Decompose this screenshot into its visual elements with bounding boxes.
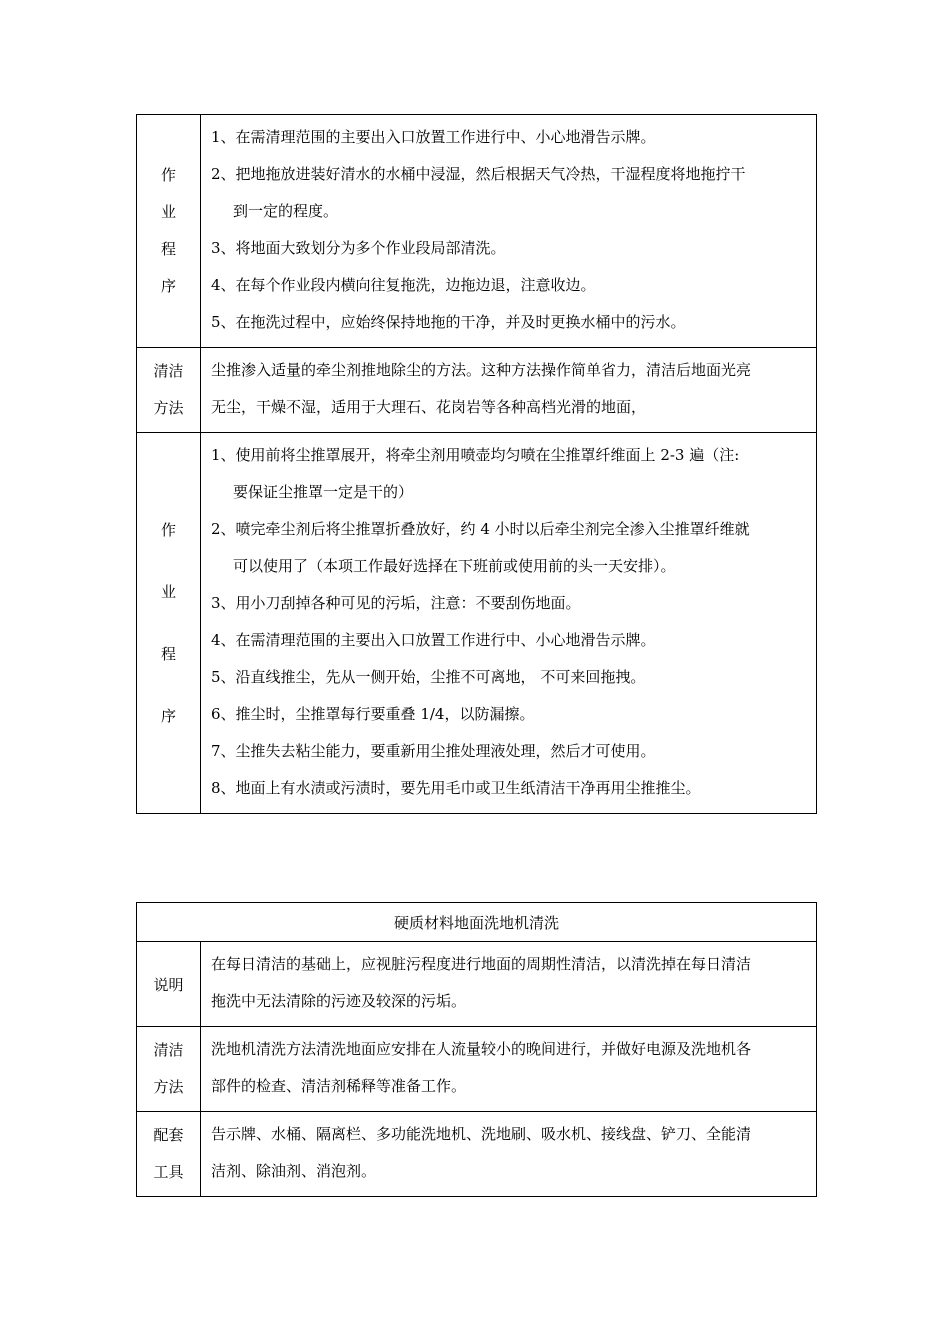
content-line: 洁剂、除油剂、消泡剂。 — [211, 1162, 377, 1180]
procedure-table-1 — [136, 114, 817, 814]
content-line: 告示牌、水桶、隔离栏、多功能洗地机、洗地刷、吸水机、接线盘、铲刀、全能清 — [211, 1125, 752, 1143]
table-row — [137, 115, 817, 348]
row-label-cleaning-method — [137, 1027, 201, 1112]
label-char: 序 — [160, 277, 176, 295]
table-row — [137, 1027, 817, 1112]
label-char: 序 — [160, 707, 176, 725]
floor-scrubber-table — [136, 902, 817, 1197]
content-line: 1、使用前将尘推罩展开，将牵尘剂用喷壶均匀喷在尘推罩纤维面上 2-3 遍（注: — [211, 446, 740, 464]
label-char: 清洁 — [153, 1041, 184, 1059]
label-char: 清洁 — [153, 362, 184, 380]
label-char: 业 — [160, 203, 176, 221]
row-label-procedure — [137, 115, 201, 348]
table-row — [137, 433, 817, 814]
table-title: 硬质材料地面洗地机清洗 — [137, 903, 817, 942]
content-line: 洗地机清洗方法清洗地面应安排在人流量较小的晚间进行，并做好电源及洗地机各 — [211, 1040, 752, 1058]
content-line: 在每日清洁的基础上，应视脏污程度进行地面的周期性清洁，以清洗掉在每日清洁 — [211, 955, 752, 973]
label-char: 方法 — [153, 399, 184, 417]
label-char: 方法 — [153, 1078, 184, 1096]
label-char: 配套 — [153, 1126, 184, 1144]
content-line: 5、在拖洗过程中，应始终保持地拖的干净，并及时更换水桶中的污水。 — [211, 313, 686, 331]
content-line: 可以使用了（本项工作最好选择在下班前或使用前的头一天安排）。 — [233, 557, 676, 575]
row-content — [201, 115, 817, 348]
content-line: 2、把地拖放进装好清水的水桶中浸湿，然后根据天气冷热，干湿程度将地拖拧干 — [211, 165, 746, 183]
content-line: 2、喷完牵尘剂后将尘推罩折叠放好，约 4 小时以后牵尘剂完全渗入尘推罩纤维就 — [211, 520, 750, 538]
content-line: 4、在每个作业段内横向往复拖洗，边拖边退，注意收边。 — [211, 276, 596, 294]
row-content — [201, 433, 817, 814]
table-row — [137, 348, 817, 433]
row-content — [201, 1112, 817, 1197]
content-line: 尘推渗入适量的牵尘剂推地除尘的方法。这种方法操作简单省力，清洁后地面光亮 — [211, 361, 752, 379]
row-content — [201, 1027, 817, 1112]
content-line: 8、地面上有水渍或污渍时，要先用毛巾或卫生纸清洁干净再用尘推推尘。 — [211, 779, 701, 797]
row-label-tools — [137, 1112, 201, 1197]
row-content — [201, 942, 817, 1027]
content-line: 1、在需清理范围的主要出入口放置工作进行中、小心地滑告示牌。 — [211, 128, 656, 146]
content-line: 7、尘推失去粘尘能力，要重新用尘推处理液处理，然后才可使用。 — [211, 742, 656, 760]
content-line: 拖洗中无法清除的污迹及较深的污垢。 — [211, 992, 467, 1010]
row-content — [201, 348, 817, 433]
content-line: 部件的检查、清洁剂稀释等准备工作。 — [211, 1077, 467, 1095]
content-line: 5、沿直线推尘，先从一侧开始，尘推不可离地， 不可来回拖拽。 — [211, 668, 646, 686]
content-line: 3、将地面大致划分为多个作业段局部清洗。 — [211, 239, 506, 257]
label-char: 工具 — [153, 1163, 184, 1181]
content-line: 3、用小刀刮掉各种可见的污垢，注意：不要刮伤地面。 — [211, 594, 581, 612]
label-char: 作 — [160, 166, 176, 184]
content-line: 6、推尘时，尘推罩每行要重叠 1/4，以防漏擦。 — [211, 705, 535, 723]
row-label-description — [137, 942, 201, 1027]
content-line: 无尘，干燥不湿，适用于大理石、花岗岩等各种高档光滑的地面， — [211, 398, 647, 416]
label-char: 程 — [160, 645, 176, 663]
label-char: 业 — [160, 583, 176, 601]
label-char: 作 — [160, 521, 176, 539]
table-row — [137, 942, 817, 1027]
table-row — [137, 1112, 817, 1197]
row-label-cleaning-method — [137, 348, 201, 433]
content-line: 到一定的程度。 — [233, 202, 339, 220]
label-text: 说明 — [153, 975, 184, 994]
content-line: 4、在需清理范围的主要出入口放置工作进行中、小心地滑告示牌。 — [211, 631, 656, 649]
table-header-row — [137, 903, 817, 942]
content-line: 要保证尘推罩一定是干的） — [233, 483, 414, 501]
row-label-procedure — [137, 433, 201, 814]
label-char: 程 — [160, 240, 176, 258]
